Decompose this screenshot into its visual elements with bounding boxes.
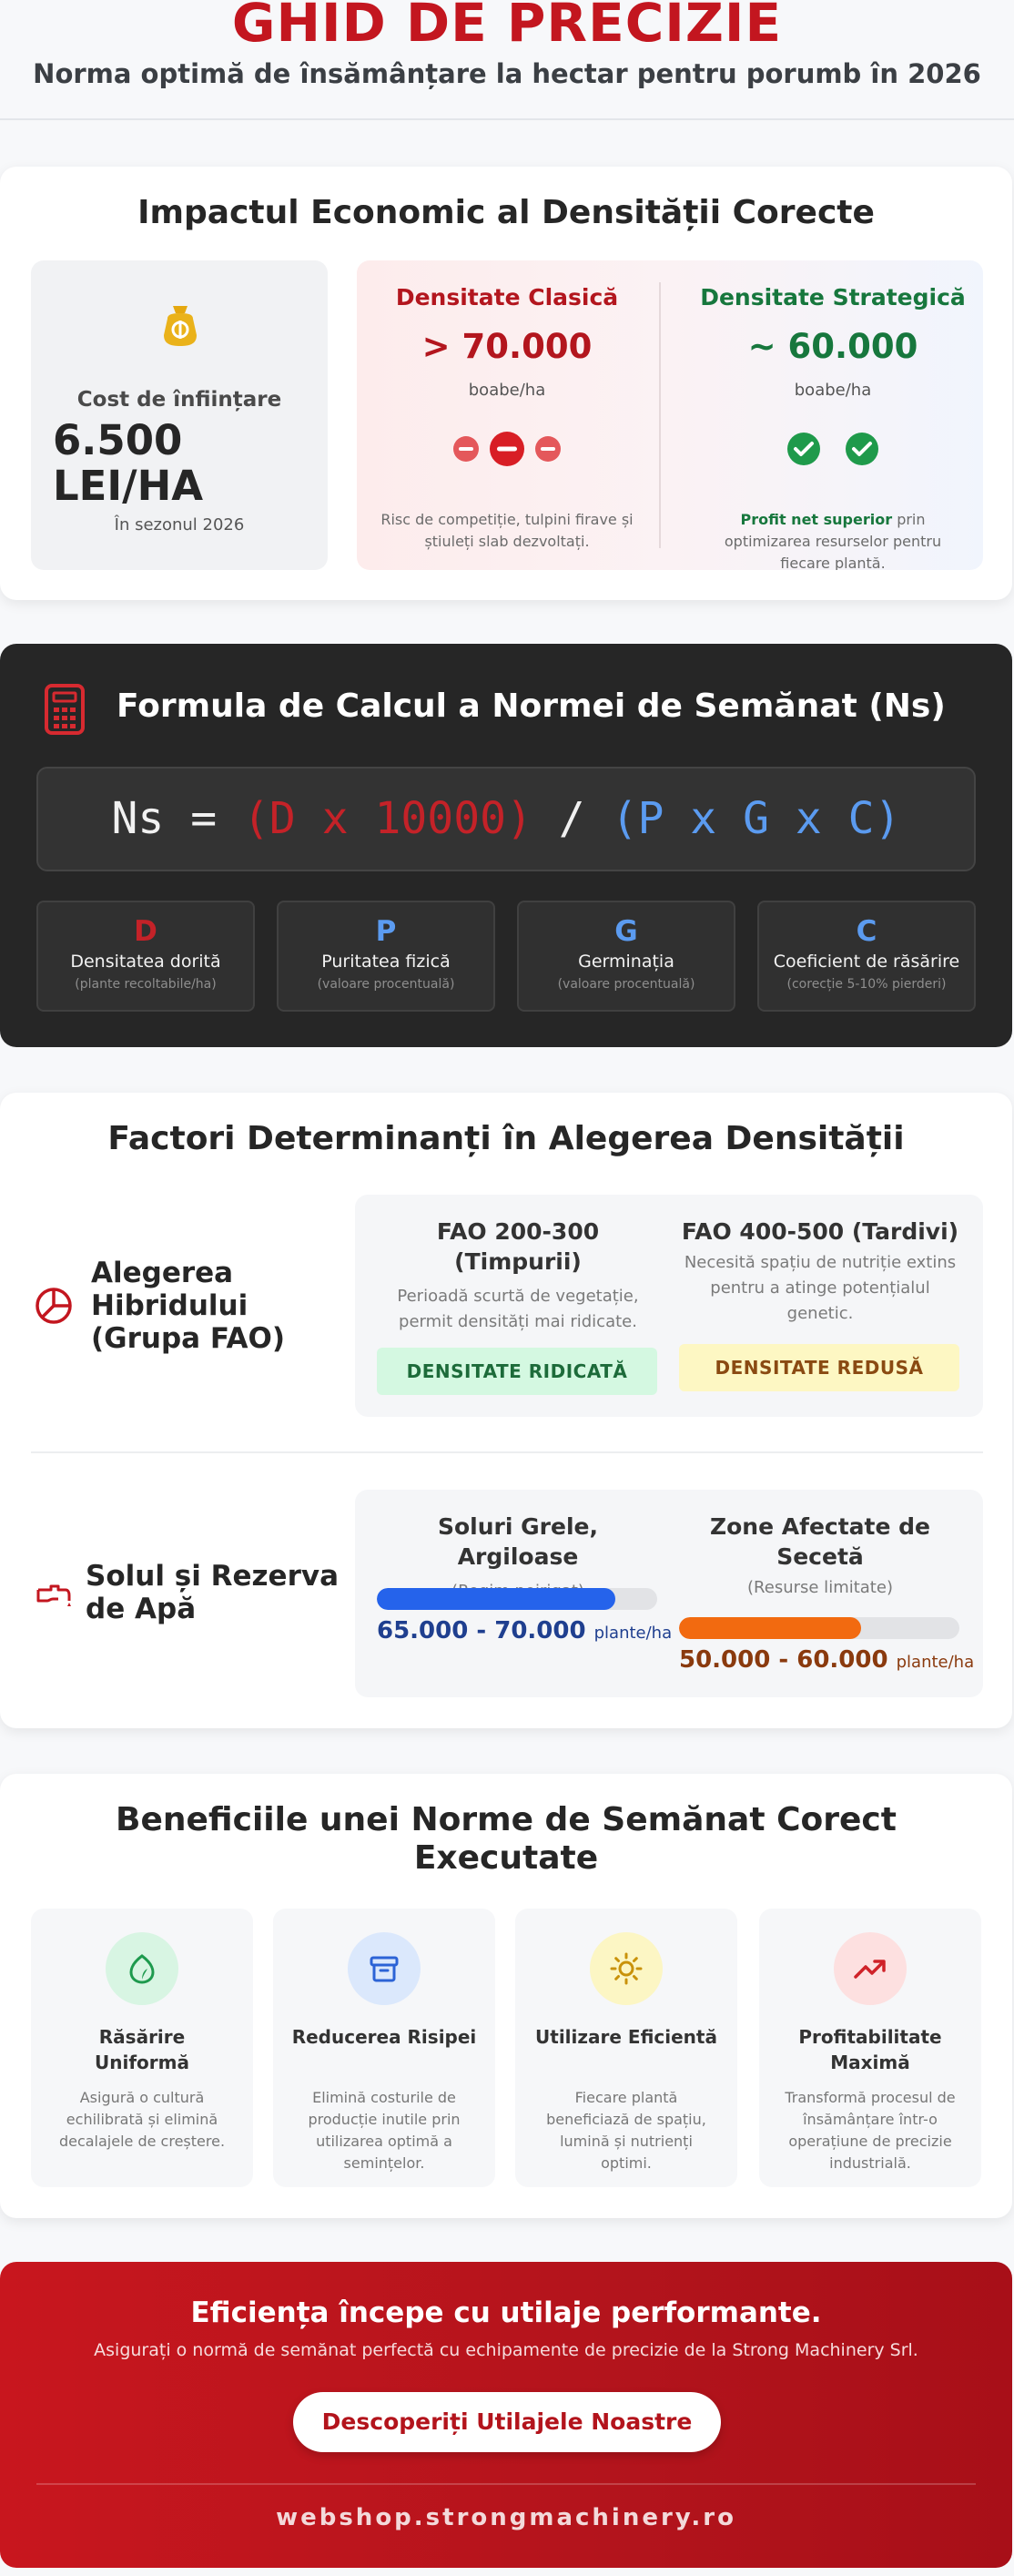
factors-separator (31, 1451, 983, 1453)
website-link[interactable]: webshop.strongmachinery.ro (276, 2504, 736, 2531)
late-hybrid-column (679, 1217, 961, 1327)
drought-zone-range-value: 50.000 - 60.000 (679, 1646, 888, 1674)
variable-name: Germinația (578, 952, 674, 972)
high-density-badge: DENSITATE RIDICATĂ (377, 1348, 657, 1395)
variable-card-g (517, 901, 735, 1012)
cost-note: În sezonul 2026 (114, 515, 245, 535)
classic-density-unit: boabe/ha (468, 381, 546, 400)
variable-name: Coeficient de răsărire (773, 952, 960, 972)
hybrid-factor-label: Alegerea Hibridului (Grupa FAO) (91, 1257, 286, 1355)
late-hybrid-title: FAO 400-500 (Tardivi) (681, 1218, 959, 1245)
variable-name: Puritatea fizică (321, 952, 451, 972)
heavy-soil-range-unit: plante/ha (593, 1624, 673, 1643)
variable-card-p (277, 901, 495, 1012)
classic-density-description: Risc de competiție, tulpini firave și știuleți slab dezvoltați. (380, 511, 634, 550)
check-circle-icon (786, 431, 821, 467)
benefit-title: Profitabilitate Maximă (798, 2026, 942, 2073)
formula-lhs: Ns = (111, 793, 243, 844)
cta-section (0, 2262, 1012, 2568)
early-hybrid-description: Perioadă scurtă de vegetație, permit densități mai ridicate. (397, 1287, 639, 1331)
formula-expression (36, 767, 976, 871)
cta-divider (36, 2483, 976, 2485)
benefit-card-efficient (515, 1909, 737, 2187)
factors-section (0, 1093, 1012, 1728)
archive-box-icon (348, 1932, 421, 2005)
economic-impact-title: Impactul Economic al Densității Corecte (137, 194, 875, 231)
minus-circle-icon (534, 431, 562, 467)
variable-name: Densitatea dorită (70, 952, 221, 972)
strategic-density-unit: boabe/ha (794, 381, 872, 400)
variable-note: (valoare procentuală) (317, 977, 455, 992)
hybrid-options-panel (355, 1195, 983, 1417)
benefit-title: Reducerea Risipei (291, 2026, 477, 2048)
benefit-title: Răsărire Uniformă (95, 2026, 189, 2073)
formula-division: / (532, 793, 612, 844)
heavy-soil-title: Soluri Grele, Argiloase (438, 1513, 598, 1570)
soil-factor-label: Solul și Rezerva de Apă (86, 1560, 339, 1625)
economic-impact-section (0, 167, 1012, 600)
cta-subtitle: Asigurați o normă de semănat perfectă cu echipamente de precizie de la Strong Machinery Srl. (94, 2340, 918, 2360)
cost-label: Cost de înființare (76, 388, 282, 412)
water-tap-icon (35, 1583, 71, 1608)
benefit-description: Fiecare plantă beneficiază de spațiu, lumină și nutrienți optimi. (546, 2089, 706, 2172)
coin-stack-icon (155, 299, 206, 350)
formula-numerator: (D x 10000) (243, 793, 532, 844)
variable-letter: D (134, 915, 157, 948)
drought-zone-range (679, 1646, 974, 1674)
variable-note: (plante recoltabile/ha) (75, 977, 217, 992)
variable-letter: C (856, 915, 877, 948)
minus-circle-icon (452, 431, 480, 467)
drought-zone-title: Zone Afectate de Secetă (709, 1513, 931, 1570)
check-circle-icon (845, 431, 879, 467)
benefit-description: Elimină costurile de producție inutile prin utilizarea optimă a semințelor. (308, 2089, 461, 2172)
heavy-soil-bar-fill (377, 1588, 615, 1610)
discover-machinery-button[interactable]: Descoperiți Utilajele Noastre (293, 2392, 721, 2452)
drought-zone-bar-fill (679, 1617, 861, 1639)
late-hybrid-description: Necesită spațiu de nutriție extins pentru a atinge potențialul genetic. (684, 1253, 957, 1323)
comparison-divider (659, 282, 661, 548)
drought-zone-column (679, 1512, 961, 1601)
formula-denominator: (P x G x C) (611, 793, 901, 844)
factors-title: Factori Determinanți în Alegerea Densității (107, 1120, 905, 1157)
benefit-title: Utilizare Eficientă (535, 2026, 717, 2048)
early-hybrid-title: FAO 200-300 (Timpurii) (436, 1218, 600, 1275)
strategic-description-text: prin optimizarea resurselor pentru fiecare plantă. (724, 511, 942, 570)
variable-letter: P (375, 915, 397, 948)
classic-density-icons (357, 431, 657, 467)
trend-up-icon (834, 1932, 907, 2005)
benefit-description: Asigură o cultură echilibrată și elimină decalajele de creștere. (58, 2089, 226, 2150)
minus-circle-icon (489, 431, 525, 467)
benefits-title: Beneficiile unei Norme de Semănat Corect Executate (116, 1801, 897, 1877)
benefit-card-profit (759, 1909, 981, 2187)
classic-density-value: > 70.000 (421, 327, 593, 366)
sprout-icon (106, 1932, 178, 2005)
drought-zone-range-unit: plante/ha (896, 1653, 975, 1672)
classic-density-title: Densitate Clasică (395, 284, 619, 311)
variable-note: (corecție 5-10% pierderi) (786, 977, 947, 992)
page-subtitle: Norma optimă de însămânțare la hectar pentru porumb în 2026 (33, 58, 981, 89)
formula-title: Formula de Calcul a Normei de Semănat (Ns) (117, 687, 946, 725)
calculator-icon (42, 684, 87, 735)
strategic-density-column (683, 260, 983, 570)
heavy-soil-bar (377, 1588, 657, 1610)
soil-options-panel (355, 1490, 983, 1697)
strategic-density-icons (683, 431, 983, 467)
strategic-description-highlight: Profit net superior (740, 511, 893, 528)
strategic-density-value: ~ 60.000 (747, 327, 918, 366)
cost-value: 6.500 LEI/HA (53, 416, 204, 510)
formula-section (0, 644, 1012, 1047)
cost-card (31, 260, 328, 570)
benefits-section (0, 1774, 1012, 2218)
benefit-description: Transformă procesul de însămânțare într-o operațiune de precizie industrială. (785, 2089, 956, 2172)
variable-card-d (36, 901, 255, 1012)
strategic-density-description (683, 509, 983, 570)
variable-letter: G (614, 915, 638, 948)
heavy-soil-range-value: 65.000 - 70.000 (377, 1617, 586, 1644)
page-title: GHID DE PRECIZIE (231, 0, 783, 54)
benefit-card-uniform (31, 1909, 253, 2187)
cta-title: Eficiența începe cu utilaje performante. (190, 2296, 822, 2329)
page-header (0, 0, 1014, 120)
benefit-card-waste (273, 1909, 495, 2187)
density-comparison (357, 260, 983, 570)
variable-note: (valoare procentuală) (557, 977, 695, 992)
variable-card-c (757, 901, 976, 1012)
heavy-soil-range (377, 1617, 672, 1644)
drought-zone-note: (Resurse limitate) (747, 1578, 893, 1597)
drought-zone-bar (679, 1617, 959, 1639)
strategic-density-title: Densitate Strategică (700, 284, 966, 311)
early-hybrid-column (377, 1217, 659, 1335)
sun-icon (590, 1932, 663, 2005)
low-density-badge: DENSITATE REDUSĂ (679, 1344, 959, 1391)
classic-density-column (357, 260, 657, 553)
pie-segment-icon (35, 1287, 73, 1325)
